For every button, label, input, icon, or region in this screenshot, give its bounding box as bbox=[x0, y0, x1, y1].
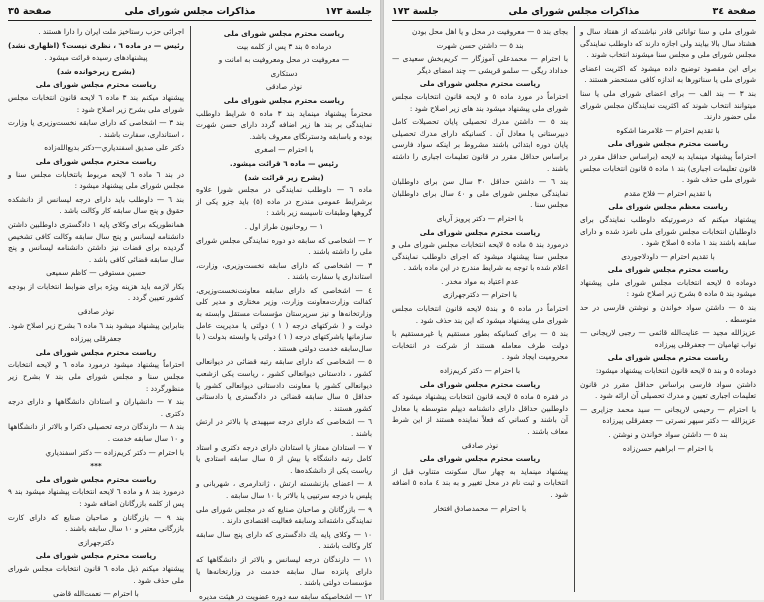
text-paragraph: (بشرح زير قرائت شد) bbox=[244, 172, 324, 182]
right-page-number: صفحة ٣٤ bbox=[712, 6, 756, 17]
text-paragraph: با احترام — رحيمى لاريجانى — سيد محمد جزايرى — عزيزالله — دكتر سپهر نصرتى — جعفرقلى پيرزاده bbox=[580, 404, 756, 426]
text-paragraph: رياست محترم مجلس شوراى ملى bbox=[419, 79, 541, 89]
text-paragraph: در فقره ٥ ماده ٥ لايحه قانون انتخابات پيشنهاد ميشود كه داوطلبين حداقل داراى دانشنامه ديپلم متوسطه يا معادل آن باشند و كساني كه فعلاً نماينده هستند از اين شرط معاف باشند . bbox=[392, 392, 568, 436]
text-paragraph: ٦ — اشخاصى كه داراى درجه سپهبدى يا بالاتر در ارتش باشند . bbox=[196, 417, 372, 438]
left-page-column-divider bbox=[190, 26, 191, 592]
text-paragraph: *** bbox=[90, 461, 102, 471]
text-paragraph: نوذر صادقى bbox=[77, 307, 115, 317]
text-paragraph: دوماده ٥ لايحه انتخابات مجلس شوراى ملى پيشنهاد ميشود بند ٥ ماده ٥ بشرح زير اصلاح شود : bbox=[580, 277, 757, 299]
text-paragraph: با احترام — محمدعلى آموزگار — كريم‌بخش سعيدى — خداداد ريگى — سلمو قريشى — چند امضاى ديگر bbox=[392, 54, 568, 75]
text-paragraph: رياست محترم مجلس شوراى ملى bbox=[607, 353, 729, 363]
text-paragraph: بند ٥ — داشتن سواد خواندن و نوشتن فارسى در حد متوسطه . bbox=[580, 303, 756, 324]
text-paragraph: رياست محترم مجلس شوراى ملى bbox=[419, 227, 541, 237]
right-page bbox=[384, 0, 764, 600]
text-paragraph: بند ٣ — اشخاصى كه داراى سابقه نخست‌وزيرى يا وزارت ، استاندارى، سفارت باشند . bbox=[8, 118, 184, 139]
text-paragraph: رياست محترم مجلس شوراى ملى bbox=[419, 454, 541, 464]
text-paragraph: بند ٥ — براى كسانيكه بطور مستقيم يا غيرمستقيم با دولت طرف معامله هستند از شركت در انتخابات محروميت ايجاد شود . bbox=[392, 329, 568, 362]
text-paragraph: بند ٣ — بند الف — براى اعضاى شوراى ملى يا سنا ميتوانند انتخاب شوند كه اكثريت نمايندگان مجلس شوراى ملى حضور دارند. bbox=[580, 88, 756, 122]
text-paragraph: احتراماً در ماده ٥ و بند٥ لايحه قانون انتخابات مجلس شوراى ملى پيشنهاد ميشود كه اين بند حذف شود . bbox=[392, 304, 568, 325]
text-paragraph: بند ٦ — داشتن حداقل ٣٠ سال سن براى داوطلبان نمايندگى مجلس شوراى ملى و ٤٠ سال براى داوطلبان مجلس سنا . bbox=[392, 177, 569, 210]
right-page-left-column bbox=[392, 26, 568, 592]
text-paragraph: احتراماً پيشنهاد مينمايد به لايحه (براساس حداقل مقرر در قانون تعليمات اجبارى) بند ١ ماده ٥ قانون انتخابات مجلس شوراى ملى حذف شود . bbox=[580, 151, 756, 185]
text-paragraph: حسين مستوفى — كاظم سميعى bbox=[46, 268, 146, 278]
text-paragraph: ٤ — اشخاصى كه داراى سابقه معاونت‌نخست‌وزيرى، كفالت وزارت‌معاونت وزارت، وزير مختارى و مدير كلى وزارتخانه‌ها و نيز سرپرستان مؤسسات مستقل وابسته به دولت و ( شركتهاى درجه ( ١ ) دولتى يا مديريت عامل سازمانها ياشركتهاى درجه ( ١ ) دولتى يا وابسته بدولت ( با سال‌سابقه خدمت دولتى هستند . bbox=[196, 285, 373, 353]
text-paragraph: ٩ — بازرگانان و صاحبان صنايع كه در مجلس شوراى ملى نمايندگى داشته‌اند وسابقه فعاليت اقتصادى دارند . bbox=[196, 504, 372, 526]
text-paragraph: ماده ٦ — داوطلب نمايندگى در مجلس شورا علاوه برشرايط عمومى مندرج در ماده (٥) بايد جزو يكى از گروهها وطبقات تاسيسه زير باشد : bbox=[196, 185, 372, 218]
text-paragraph: پيشنهاد ميكنم بند ٣ ماده ٦ لايحه قانون انتخابات مجلس شوراى ملى بشرح زير اصلاح شود : bbox=[8, 92, 184, 114]
text-paragraph: درماده ٥ بند ٣ پس از كلمه بيت bbox=[236, 41, 332, 51]
text-paragraph: نوذر صادقى bbox=[265, 82, 303, 92]
text-paragraph: رياست محترم مجلس شوراى ملى bbox=[35, 474, 157, 484]
text-paragraph: (بشرح زيرخوانده شد) bbox=[56, 66, 136, 76]
right-page-column-divider bbox=[574, 26, 575, 592]
text-paragraph: — معروفيت در محل ومعروفيت به امانت و bbox=[218, 55, 350, 65]
text-paragraph: پيشنهاد ميكنم كه درصورتيكه داوطلب نمايندگى براى داوطلبان انتخابات مجلس شوراى ملى نامزد شده و داراى سابقه باشند بند ١ ماده ٥ اصلاح شود . bbox=[580, 214, 756, 248]
text-paragraph: رئيس — ماده ٦ قرائت ميشود. bbox=[229, 158, 339, 168]
text-paragraph: ٢ — اشخاصى كه سابقه دو دوره نمايندگى مجلس شوراى ملى را داشته باشند . bbox=[196, 235, 372, 257]
text-paragraph: همانطوريكه براى وكلاى پايه ١ دادگسترى داوطلبين داشتن دانشنامه ليسانس و پنج سال سابقه وكالت كافى تشخيص گرديده براى قضات نيز داشتن دانشنامه ليسانس و پنج سال سابقه قضائى كافى باشد . bbox=[8, 219, 184, 264]
text-paragraph: با احترام — دكتر كريم‌زاده — دكتر اسفندياري bbox=[45, 447, 184, 457]
right-page-header-rule bbox=[392, 20, 756, 21]
left-page-header-rule bbox=[8, 20, 372, 21]
text-paragraph: رياست محترم مجلس شورای ملی bbox=[223, 29, 345, 38]
text-paragraph: داشتن سواد فارسى براساس حداقل مقرر در قانون تعليمات اجبارى تعيين و مدرك تحصيلى آن ارائه شود . bbox=[580, 379, 756, 401]
text-paragraph: رياست محترم مجلس شوراى ملى bbox=[35, 551, 157, 561]
text-paragraph: رئيس — در ماده ٦ ، نظرى نيست؟ (اظهارى نشد) bbox=[8, 40, 184, 50]
text-paragraph: ١ — روحانيون طراز اول . bbox=[244, 221, 324, 231]
text-paragraph: رياست محترم مجلس شوراى ملى bbox=[35, 347, 157, 357]
text-paragraph: عدم اعتياد به مواد مخدر . bbox=[441, 276, 519, 286]
text-paragraph: بند ٦ — داوطلب بايد داراى درجه ليسانس از دانشكده حقوق و پنج سال سابقه كار وكالت باشد . bbox=[8, 194, 184, 216]
text-paragraph: با تقديم احترام — داودلاجوردی bbox=[621, 251, 715, 261]
text-paragraph: ٧ — استادان ممتاز يا استادان داراى درجه دكترى و استاد كامل رتبه دانشگاه يا بيش از ٥ سال سابقه استادى يا رياست يكى از دانشكده‌ها . bbox=[196, 442, 373, 475]
text-paragraph: با احترام — دكتر پرويز آرياى bbox=[436, 213, 524, 223]
text-paragraph: با احترام — نعمت‌الله قاضى bbox=[53, 589, 139, 599]
text-paragraph: اجرائى حزب رستاخيز ملت ايران را دارا هستند . bbox=[38, 27, 184, 36]
right-page-right-column bbox=[580, 26, 756, 592]
text-paragraph: عزيزالله مجيد — عنايت‌الله قائمى — رجبى لاريجانى — نواب تهاميان — جعفرقلى پيرزاده bbox=[580, 328, 756, 349]
right-page-session: جلسة ١٧٣ bbox=[392, 6, 439, 17]
text-paragraph: دستكارى bbox=[270, 68, 298, 78]
text-paragraph: پيشنهاد ميكنم ذيل ماده ٦ قانون انتخابات مجلس شوراى ملى حذف شود . bbox=[8, 563, 184, 585]
text-paragraph: محترماً پيشنهاد مينمايد بند ٣ ماده ٥ شرايط داوطلب نمايندگى بر بند ها زير اضافه گردد داراى حسن شهرت بوده و باسابقه ودسترنگاى معروف باشد. bbox=[196, 108, 373, 141]
left-page-number: صفحة ٣٥ bbox=[8, 6, 52, 17]
text-paragraph: با تقديم احترام — غلامرضا اشكوه bbox=[616, 125, 720, 135]
text-paragraph: پيشنهادهاى رسيده قرائت ميشود . bbox=[44, 53, 148, 63]
left-page-left-column bbox=[8, 26, 185, 599]
text-paragraph: دكترجهرازى bbox=[77, 537, 115, 547]
text-paragraph: رياست محترم مجلس شورای ملی bbox=[223, 95, 345, 105]
text-paragraph: درمورد بند ٨ و ماده ٦ لايحه انتخابات پيشنهاد ميشود بند ٩ پس از كلمه بازرگانان اضافه شود : bbox=[8, 487, 185, 508]
text-paragraph: در بند ٦ ماده ٦ لايحه مربوط بانتخابات مجلس سنا و مجلس شوراى ملى پيشنهاد ميشود : bbox=[8, 169, 184, 191]
text-paragraph: بند ٩ — بازرگانان و صاحبان صنايع كه داراى كارت بازرگانى معتبر و ١٠ سال سابقه باشند . bbox=[8, 512, 184, 534]
text-paragraph: رياست معظم مجلس شوراى ملى bbox=[608, 202, 728, 212]
text-paragraph: نوذر صادقى bbox=[461, 440, 499, 450]
text-paragraph: ٥ — اشخاصى كه داراى سابقه رتبه قضائى در ديوانعالى كشور ، دادستانى ديوانعالى كشور ، رياست يكى ازشعب ديوانعالى كشور يا معاونت دادستانى ديوانعالى كشور يا حداقل ٥ سال سابقه قضائى در دادگسترى يا دادستانى كشور هستند . bbox=[196, 357, 373, 413]
text-paragraph: ٣ — اشخاصى كه داراى سابقه نخست‌وزيرى، وزارت، استاندارى يا سفارت باشند . bbox=[196, 260, 372, 282]
text-paragraph: ٨ — اعضاى بازنشسته ارتش ، ژاندارمرى ، شهربانى و پليس با درجه سرتيپى يا بالاتر با ١٠ سال سابقه . bbox=[196, 479, 372, 500]
text-paragraph: رياست محترم مجلس شوراى ملى bbox=[607, 139, 729, 149]
text-paragraph: دوماده ٥ و بند ٥ لايحه قانون انتخابات پيشنهاد ميشود: bbox=[595, 366, 756, 376]
left-page-right-column bbox=[196, 26, 373, 601]
text-paragraph: با احترام — اصغرى bbox=[254, 145, 314, 155]
text-paragraph: بند ٧ — دانشياران و استادان دانشگاهها و داراى درجه دكترى . bbox=[8, 397, 184, 418]
text-paragraph: دكتر على صديق اسفندياري—دكتر بديع‌الله‌زاده bbox=[44, 143, 184, 153]
text-paragraph: بند ٥ — داشتن حسن شهرت bbox=[436, 40, 524, 50]
text-paragraph: بند ٥ — داشتن سواد خواندن و نوشتن . bbox=[608, 430, 728, 439]
text-paragraph: رياست محترم مجلس شوراى ملى bbox=[35, 80, 157, 90]
text-paragraph: با احترام — محمدصادق افتخار bbox=[433, 503, 527, 513]
text-paragraph: بند ٥ — داشتن مدرك تحصيلى پايان تحصيلات كامل دبيرستانى يا معادل آن . كسانيكه داراى مدرك تحصيلى پايان دوره ابتدائى باشند مشروط بر اينكه سواد فارسى براساس حداقل مقرر در قانون تعليمات اجبارى را داشته باشند . bbox=[392, 117, 569, 173]
left-page-header bbox=[8, 6, 372, 20]
text-paragraph: بند ٨ — دارندگان درجه تحصيلى دكترا و بالاتر از دانشگاهها و ١٠ سال سابقه خدمت . bbox=[8, 422, 184, 443]
right-page-header bbox=[392, 6, 756, 20]
text-paragraph: با احترام — دكتر كريم‌زاده bbox=[439, 366, 521, 376]
text-paragraph: احتراماً در مورد ماده ٥ و لايحه قانون انتخابات مجلس شوراى ملى پيشنهاد ميشود بند هاى زير اصلاح شود : bbox=[392, 91, 568, 113]
text-paragraph: بنابراين پيشنهاد ميشود بند ٦ ماده ٦ بشرح زير اصلاح شود. bbox=[8, 320, 184, 330]
text-paragraph: درمورد بند ٥ ماده ٥ لايحه انتخابات مجلس شوراى ملى و مجلس سنا پيشنهاد ميشود كه اجرای داوطلب نمايندگى اعلام شده با توجه به شرايط مندرج در اين ماده باشد . bbox=[392, 240, 568, 273]
text-paragraph: بكار لازمه بايد هزينه ويژه براى ضوابط انتخابات از بودجه كشور تعيين گردد . bbox=[8, 281, 184, 303]
text-paragraph: رياست محترم مجلس شوراى ملى bbox=[607, 265, 729, 275]
text-paragraph: بجاى بند ٥ — معروفيت در محل و يا اهل محل بودن bbox=[412, 27, 568, 36]
left-page bbox=[0, 0, 380, 600]
text-paragraph: ١٢ — اشخاصيكه سابقه سه دوره عضويت در هيئت مديره bbox=[198, 591, 372, 601]
text-paragraph: ١١ — دارندگان درجه ليسانس و بالاتر از دانشگاهها كه داراى پانزده سال سابقه خدمت در وزارتخانه‌ها يا مؤسسات دولتى باشند . bbox=[196, 554, 372, 588]
text-paragraph: براى اين مقصود توضيح داده ميشود كه اكثريت اعضاى شوراى ملى يا سناتورها به اندازه كافى مستحضر هستند . bbox=[580, 63, 756, 85]
text-paragraph: پيشنهاد مينمايد به چهار سال سكونت متناوب قبل از انتخابات و ثبت نام در محل تغيير و به بند ٤ ماده ٥ اضافه شود . bbox=[392, 466, 568, 499]
text-paragraph: با احترام — دكترجهرازى bbox=[443, 290, 517, 300]
text-paragraph: با تقديم احترام — فلاح مقدم bbox=[624, 188, 712, 198]
left-page-title: مذاکرات مجلس شورای ملی bbox=[124, 6, 256, 17]
left-page-session: جلسة ١٧٣ bbox=[325, 6, 372, 17]
text-paragraph: جعفرقلى پيرزاده bbox=[70, 334, 122, 344]
text-paragraph: رياست محترم مجلس شوراى ملى bbox=[419, 379, 541, 389]
text-paragraph: احتراماً پيشنهاد ميشود درمورد ماده ٦ و لايحه انتخابات مجلس سنا و مجلس شوراى ملى بند ٧ بشرح زير منظورگردد : bbox=[8, 360, 184, 393]
text-paragraph: شوراى ملى و سنا توانائى قادر نباشندكه از هفتاد سال و هشتاد سال بالا بيايند ولى اجازه دارند كه داوطلب نمايندگى مجلس شوراى ملى و مجلس سنا ميشوند انتخاب شوند . bbox=[580, 27, 756, 60]
text-paragraph: رياست محترم مجلس شوراى ملى bbox=[35, 156, 157, 166]
text-paragraph: ١٠ — وكلاى پايه يك دادگسترى كه داراى پنج سال سابقه كار وكالت باشند . bbox=[196, 529, 372, 551]
text-paragraph: با احترام — ابراهيم حسن‌زاده bbox=[622, 443, 714, 453]
right-page-title: مذاکرات مجلس شورای ملی bbox=[508, 6, 640, 17]
